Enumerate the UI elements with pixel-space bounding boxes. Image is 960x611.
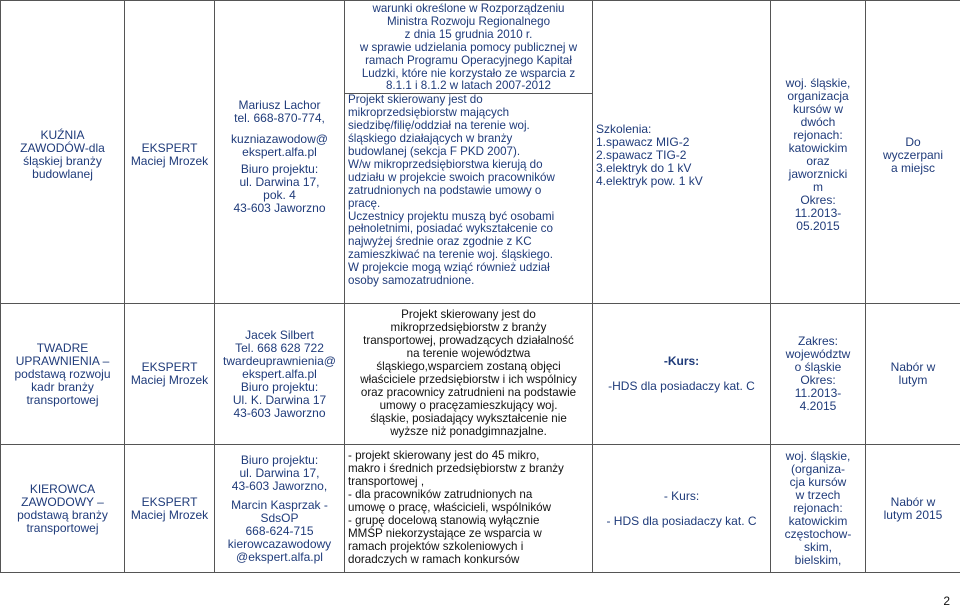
area-period-cell: [771, 304, 866, 445]
contact-line: ekspert.alfa.pl: [242, 366, 317, 381]
description-line: umowę o pracę, właścicieli, wspólników: [348, 501, 551, 515]
contact-cell: [215, 1, 345, 304]
description-line: pełnoletnimi, posiadać wykształcenie co: [348, 222, 553, 236]
description-line: Ministra Rozwoju Regionalnego: [386, 14, 551, 28]
description-cell: [345, 1, 593, 304]
trainings-cell: [593, 445, 771, 573]
area-line: 4.2015: [799, 399, 837, 413]
project-name-line: transportowej: [26, 392, 99, 407]
recruitment-line: Do: [905, 134, 921, 149]
description-line: transportowej ,: [348, 475, 425, 489]
training-line: 1.spawacz MIG-2: [596, 134, 690, 149]
description-line: Uczestnicy projektu muszą być osobami: [348, 209, 555, 223]
contact-line: ul. Darwina 17,: [239, 465, 320, 480]
contact-line: @ekspert.alfa.pl: [236, 549, 323, 564]
area-line: kursów w: [792, 102, 843, 116]
organizer-line: Maciej Mrozek: [130, 507, 209, 522]
area-line: woj. śląskie,: [785, 449, 851, 463]
area-line: organizacja: [787, 89, 849, 103]
description-line: doradczych w ramach konkursów: [348, 552, 520, 566]
area-line: woj. śląskie,: [785, 76, 851, 90]
area-period-cell: [771, 1, 866, 304]
area-line: o śląskie: [794, 360, 842, 374]
description-line: właściciele przedsiębiorstw i ich wspólnicy: [360, 373, 577, 386]
description-line: budowlanej (sekcja F PKD 2007).: [348, 144, 521, 158]
area-line: 05.2015: [796, 219, 840, 233]
training-line: - HDS dla posiadaczy kat. C: [606, 513, 757, 528]
description-line: pracę.: [348, 196, 381, 210]
description-line: W projekcie mogą wziąć również udział: [348, 261, 550, 275]
description-cell: [345, 304, 593, 445]
organizer-cell: [125, 1, 215, 304]
description-line: zamieszkiwać na terenie woj. śląskiego.: [348, 248, 553, 262]
area-line: Okres:: [800, 373, 836, 387]
description-line: W/w mikroprzedsiębiorstwa kierują do: [348, 157, 543, 171]
description-line: zatrudnionych na podstawie umowy o: [348, 183, 542, 197]
contact-line: ekspert.alfa.pl: [242, 145, 317, 159]
description-line: Ludzki, które nie korzystało ze wsparcia z: [361, 66, 576, 80]
area-period-cell: [771, 445, 866, 573]
training-line: - Kurs:: [663, 488, 700, 503]
contact-line: Biuro projektu:: [240, 162, 319, 176]
project-name-line: kadr branży: [31, 379, 94, 394]
project-name-cell: [1, 445, 125, 573]
recruitment-line: lutym 2015: [883, 507, 943, 522]
description-line: - grupę docelową stanowią wyłącznie: [348, 513, 540, 527]
description-line: udziału w projekcie swoich pracowników: [348, 170, 555, 184]
contact-line: tel. 668-870-774,: [234, 111, 325, 125]
recruitment-line: Nabór w: [890, 360, 936, 374]
area-line: rejonach:: [793, 128, 843, 142]
project-name-line: KIEROWCA: [29, 481, 96, 496]
project-name-cell: [1, 1, 125, 304]
area-line: oraz: [806, 154, 830, 168]
page-number: 2: [943, 594, 950, 608]
recruitment-line: wyczerpani: [882, 147, 944, 162]
contact-line: pok. 4: [263, 188, 296, 202]
contact-line: 668-624-715: [245, 523, 314, 538]
description-line: śląskiego działających w branży: [348, 132, 513, 146]
project-name-line: TWADRE: [36, 340, 89, 355]
training-line: 2.spawacz TIG-2: [596, 147, 687, 162]
area-line: Zakres:: [797, 334, 838, 348]
description-line: osoby samozatrudnione.: [348, 274, 475, 288]
description-line: siedzibę/filię/oddział na terenie woj.: [348, 119, 530, 133]
area-line: katowickim: [788, 514, 848, 528]
description-line: - dla pracowników zatrudnionych na: [348, 488, 533, 502]
organizer-line: Maciej Mrozek: [130, 373, 209, 387]
contact-line: Mariusz Lachor: [238, 98, 321, 112]
area-line: jaworznicki: [788, 167, 848, 181]
description-cell: [345, 445, 593, 573]
recruitment-cell: [866, 304, 960, 445]
description-line: Projekt skierowany jest do: [348, 93, 483, 107]
training-line: -HDS dla posiadaczy kat. C: [608, 379, 755, 393]
description-line: w sprawie udzielania pomocy publicznej w: [359, 40, 578, 54]
project-name-line: ZAWODÓW-dla: [20, 141, 105, 155]
description-line: 8.1.1 i 8.1.2 w latach 2007-2012: [385, 79, 551, 93]
organizer-line: EKSPERT: [141, 494, 198, 509]
area-line: w trzech: [795, 488, 841, 502]
recruitment-cell: [866, 1, 960, 304]
contact-line: Jacek Silbert: [245, 327, 314, 342]
organizer-line: Maciej Mrozek: [130, 154, 209, 168]
project-name-line: budowlanej: [32, 167, 93, 181]
table-row: [1, 445, 960, 573]
recruitment-line: Nabór w: [890, 494, 936, 509]
recruitment-cell: [866, 445, 960, 573]
trainings-cell: [593, 1, 771, 304]
recruitment-line: a miejsc: [890, 160, 935, 175]
contact-line: kierowcazawodowy: [227, 536, 332, 551]
area-line: Okres:: [800, 193, 836, 207]
table-row: [1, 1, 960, 304]
contact-line: Marcin Kasprzak -: [231, 497, 328, 512]
description-line: mikroprzedsiębiorstw mających: [348, 106, 510, 120]
description-line: na terenie województwa: [406, 347, 531, 361]
organizer-line: EKSPERT: [141, 141, 198, 155]
contact-line: twardeuprawnienia@: [223, 353, 336, 368]
area-line: skim,: [804, 540, 832, 554]
area-line: katowickim: [788, 141, 848, 155]
description-line: śląskiego,wsparciem zostaną objęci: [376, 360, 561, 374]
description-line: śląskie, posiadający wykształcenie nie: [370, 411, 567, 425]
description-line: umowy o pracęzamieszkujący woj.: [379, 398, 558, 412]
project-name-line: ZAWODOWY –: [21, 494, 104, 509]
area-line: rejonach:: [793, 501, 843, 515]
contact-line: 43-603 Jaworzno,: [231, 478, 328, 493]
training-line: 4.elektryk pow. 1 kV: [596, 173, 703, 188]
description-line: warunki określone w Rozporządzeniu: [372, 2, 565, 15]
area-line: 11.2013-: [794, 206, 842, 220]
contact-line: kuzniazawodow@: [231, 132, 328, 146]
contact-line: Tel. 668 628 722: [235, 340, 324, 355]
project-name-line: KUŹNIA: [40, 128, 85, 142]
contact-line: Biuro projektu:: [240, 452, 319, 467]
trainings-cell: [593, 304, 771, 445]
area-line: (organiza-: [790, 462, 846, 476]
table-row: [1, 304, 960, 445]
project-name-line: podstawą branży: [17, 507, 108, 522]
area-line: cja kursów: [789, 475, 847, 489]
contact-line: SdsOP: [260, 510, 299, 525]
description-line: makro i średnich przedsiębiorstw z branży: [348, 462, 564, 476]
description-line: mikroprzedsiębiorstw z branży: [390, 321, 547, 335]
description-line: ramach projektów szkoleniowych i: [348, 539, 524, 553]
description-line: transportowej, prowadzących działalność: [363, 334, 574, 348]
organizer-cell: [125, 445, 215, 573]
contact-line: ul. Darwina 17,: [239, 175, 320, 189]
training-line: Szkolenia:: [596, 121, 652, 136]
description-line: ramach Programu Operacyjnego Kapitał: [365, 53, 572, 67]
project-name-line: śląskiej branży: [23, 154, 102, 168]
contact-line: Biuro projektu:: [240, 379, 319, 394]
contact-line: Ul. K. Darwina 17: [232, 392, 327, 407]
description-line: oraz pracownicy zatrudnieni na podstawie: [360, 385, 577, 399]
contact-line: 43-603 Jaworzno: [233, 405, 326, 420]
area-line: województw: [785, 347, 851, 361]
area-line: dwóch: [800, 115, 836, 129]
description-line: najwyżej średnie oraz zgodnie z KC: [348, 235, 532, 249]
training-line: 3.elektryk do 1 kV: [596, 160, 692, 175]
contact-line: 43-603 Jaworzno: [233, 201, 326, 215]
area-line: 11.2013-: [794, 386, 842, 400]
area-line: bielskim,: [794, 553, 842, 567]
contact-cell: [215, 304, 345, 445]
description-line: wyższe niż ponadgimnazjalne.: [390, 424, 547, 438]
organizer-line: EKSPERT: [141, 360, 198, 374]
contact-cell: [215, 445, 345, 573]
description-line: MMŚP niekorzystające ze wsparcia w: [348, 526, 542, 540]
training-line: -Kurs:: [663, 354, 700, 368]
project-name-line: UPRAWNIENIA –: [15, 353, 110, 368]
project-name-line: podstawą rozwoju: [14, 366, 111, 381]
area-line: częstochow-: [784, 527, 852, 541]
description-line: Projekt skierowany jest do: [401, 308, 536, 322]
organizer-cell: [125, 304, 215, 445]
description-line: z dnia 15 grudnia 2010 r.: [404, 27, 533, 41]
area-line: m: [813, 180, 823, 194]
recruitment-line: lutym: [898, 373, 928, 387]
project-name-cell: [1, 304, 125, 445]
project-name-line: transportowej: [26, 520, 99, 535]
description-line: - projekt skierowany jest do 45 mikro,: [348, 449, 540, 463]
